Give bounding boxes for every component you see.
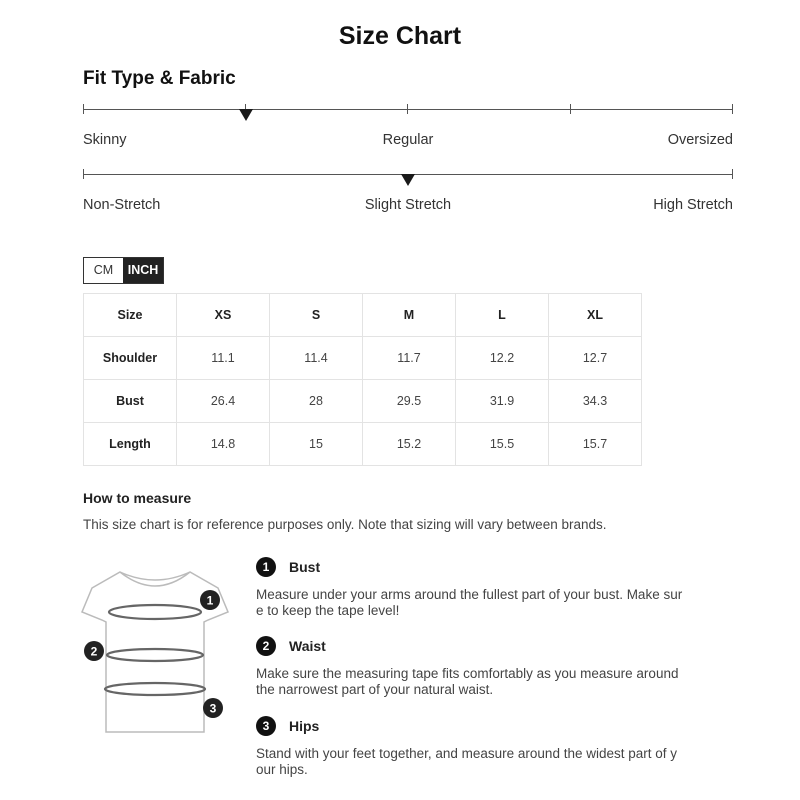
how-to-measure-description: This size chart is for reference purposes only. Note that sizing will vary between brands. [83,517,607,532]
unit-cm-button[interactable]: CM [84,258,123,283]
step-number-badge: 3 [256,716,276,736]
row-label: Shoulder [84,337,177,380]
fit-marker-icon [239,109,253,121]
table-cell: 15.5 [456,423,549,466]
tshirt-marker-3: 3 [209,701,217,716]
table-cell: 12.2 [456,337,549,380]
step-number-badge: 1 [256,557,276,577]
table-cell: 11.1 [177,337,270,380]
how-to-measure-title: How to measure [83,490,192,506]
stretch-label-slight: Slight Stretch [364,197,452,213]
stretch-scale-tick [83,169,84,179]
stretch-scale-tick [732,169,733,179]
fit-type-scale [83,109,733,149]
stretch-scale [83,174,733,214]
step-number-badge: 2 [256,636,276,656]
row-label: Bust [84,380,177,423]
table-cell: 14.8 [177,423,270,466]
stretch-label-high: High Stretch [653,197,733,213]
fit-label-regular: Regular [382,132,434,148]
table-cell: 31.9 [456,380,549,423]
table-cell: 11.4 [270,337,363,380]
table-cell: 34.3 [549,380,642,423]
tshirt-marker-2: 2 [90,644,98,659]
step-text: Make sure the measuring tape fits comfortably as you measure around the narrowest part of your natural waist. [256,666,679,697]
tshirt-measure-icon [80,560,230,740]
measure-step-bust [256,556,686,619]
row-label: Length [84,423,177,466]
table-row [84,423,642,466]
table-row [84,337,642,380]
measure-step-waist [256,635,686,698]
fit-scale-tick [732,104,733,114]
step-name: Hips [289,718,320,734]
page-title: Size Chart [338,22,462,50]
table-header-cell: Size [84,294,177,337]
measure-step-hips [256,715,686,778]
size-table [83,293,642,466]
fit-label-skinny: Skinny [83,132,127,148]
stretch-label-non: Non-Stretch [83,197,161,213]
fit-section-title: Fit Type & Fabric [83,68,236,89]
table-cell: 15.7 [549,423,642,466]
table-header-cell: M [363,294,456,337]
table-cell: 15.2 [363,423,456,466]
table-header-row [84,294,642,337]
table-row [84,380,642,423]
table-header-cell: XS [177,294,270,337]
table-header-cell: L [456,294,549,337]
tshirt-marker-1: 1 [206,593,214,608]
unit-inch-button[interactable]: INCH [123,258,163,283]
step-name: Waist [289,638,326,654]
table-cell: 29.5 [363,380,456,423]
step-text: Measure under your arms around the fullest part of your bust. Make sure to keep the tape level! [256,587,683,618]
step-name: Bust [289,559,321,575]
fit-scale-tick [83,104,84,114]
unit-toggle [83,257,164,284]
table-cell: 11.7 [363,337,456,380]
table-header-cell: XL [549,294,642,337]
fit-scale-tick [570,104,571,114]
stretch-marker-icon [401,174,415,186]
table-cell: 12.7 [549,337,642,380]
fit-scale-line [83,109,733,110]
fit-scale-tick [407,104,408,114]
fit-label-oversized: Oversized [667,132,733,148]
table-cell: 28 [270,380,363,423]
step-text: Stand with your feet together, and measure around the widest part of your hips. [256,746,678,777]
table-header-cell: S [270,294,363,337]
table-cell: 15 [270,423,363,466]
table-cell: 26.4 [177,380,270,423]
